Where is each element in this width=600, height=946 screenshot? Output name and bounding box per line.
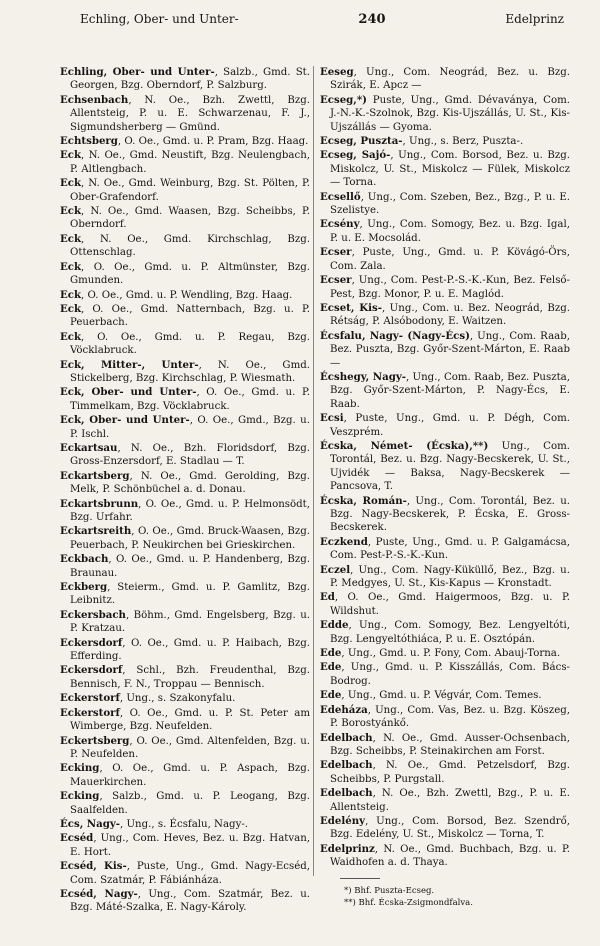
entry-text: , Ung., Com. Borsod, Bez. Szendrő, Bzg. Edelény, U. St., Miskolcz — Torna, T.	[330, 815, 570, 841]
entry-text: , N. Oe., Bzh. Zwettl, Bzg. Allentsteig, P. u. E. Schwarzenau, F. J., Sigmundsherberg — Gmünd.	[70, 94, 310, 133]
entry-text: , O. Oe., Gmd., Bzg. u. P. Ischl.	[70, 415, 310, 440]
entry-text: , N. Oe., Gmd. Weinburg, Bzg. St. Pölten, P. Ober-Grafendorf.	[70, 178, 310, 203]
entry-text: , N. Oe., Gmd. Buchbach, Bzg. u. P. Waidhofen a. d. Thaya.	[330, 843, 570, 869]
entry-text: , Ung., Com. Somogy, Bez. u. Bzg. Igal, P. u. E. Mocsolád.	[330, 219, 570, 244]
footnotes	[320, 878, 570, 909]
gazetteer-entry	[320, 564, 570, 591]
entry-headword: Eck	[60, 177, 82, 190]
entry-text: , N. Oe., Gmd. Stickelberg, Bzg. Kirchschlag, P. Wiesmath.	[70, 359, 310, 384]
entry-text: , Ung., s. Écsfalu, Nagy-.	[119, 818, 249, 830]
gazetteer-entry	[320, 661, 570, 688]
gazetteer-entry	[60, 233, 310, 260]
gazetteer-entry	[60, 94, 310, 134]
entry-text: , Böhm., Gmd. Engelsberg, Bzg. u. P. Kratzau.	[70, 609, 310, 635]
entry-headword: Eeseg	[320, 66, 354, 78]
gazetteer-entry	[320, 495, 570, 535]
entry-text: , O. Oe., Gmd. u. P. Wendling, Bzg. Haag.	[81, 289, 293, 301]
entry-text: , Schl., Bzh. Freudenthal, Bzg. Bennisch, F. N., Troppau — Bennisch.	[70, 665, 310, 690]
entry-headword: Eck	[60, 330, 82, 343]
entry-text: , N. Oe., Gmd. Ausser-Ochsenbach, Bzg. Scheibbs, P. Steinakirchen am Forst.	[330, 732, 570, 757]
entry-text: , Ung., Com. Heves, Bez. u. Bzg. Hatvan, E. Hort.	[70, 833, 310, 858]
gazetteer-entry	[60, 637, 310, 664]
entry-text: Puste, Ung., Gmd. Dévaványa, Com. J.-N.-K.-Szolnok, Bzg. Kis-Ujszállás, U. St., Kis-Ujszállás — Gyoma.	[330, 94, 570, 133]
gazetteer-entry	[320, 218, 570, 245]
gazetteer-entry	[60, 553, 310, 580]
entry-headword: Ecseg, Sajó-	[320, 149, 391, 162]
entry-headword: Eckartsberg	[60, 469, 130, 482]
entry-text: , N. Oe., Bzh. Zwettl, Bzg., P. u. E. Allentsteig.	[330, 788, 570, 813]
entry-headword: Edelény	[320, 814, 366, 827]
entry-text: , O. Oe., Gmd. Altenfelden, Bzg. u. P. Neufelden.	[70, 735, 310, 760]
entry-text: , Ung., Com. Neográd, Bez. u. Bzg. Szirák, E. Apcz —	[330, 67, 570, 92]
entry-headword: Eckbach	[60, 553, 109, 566]
entry-headword: Ecséd, Nagy-	[60, 887, 138, 900]
entry-headword: Echling, Ober- und Unter-	[60, 66, 215, 78]
entry-text: , Ung., Com. Vas, Bez. u. Bzg. Köszeg, P. Borostyánkő.	[330, 704, 570, 730]
entry-headword: Edelbach	[320, 731, 373, 744]
entry-text: , Ung., Com. Raab, Bez. Puszta, Bzg. Győr-Szent-Márton, P. Nagy-Écs, E. Raab.	[330, 371, 570, 410]
entry-text: , Ung., Com. Somogy, Bez. Lengyeltóti, Bzg. Lengyeltóthiáca, P. u. E. Osztópán.	[330, 620, 570, 645]
header-right: Edelprinz	[505, 12, 564, 26]
gazetteer-entry	[60, 66, 310, 93]
entry-text: , Ung., s. Szakonyfalu.	[119, 693, 236, 705]
gazetteer-entry	[320, 619, 570, 646]
gazetteer-entry	[320, 704, 570, 731]
entry-text: , O. Oe., Gmd. Natternbach, Bzg. u. P. Peuerbach.	[70, 303, 310, 329]
gazetteer-entry	[60, 581, 310, 608]
gazetteer-entry	[320, 274, 570, 301]
gazetteer-entry	[60, 735, 310, 762]
entry-headword: Eckersdorf	[60, 664, 123, 677]
entry-text: , O. Oe., Gmd. u. P. Haibach, Bzg. Efferding.	[70, 637, 310, 663]
entry-text: , Salzb., Gmd. u. P. Leogang, Bzg. Saalfelden.	[70, 791, 310, 816]
entry-text: , Ung., Com. Nagy-Küküllő, Bez., Bzg. u. P. Medgyes, U. St., Kis-Kapus — Kronstadt.	[330, 564, 570, 590]
gazetteer-entry	[60, 289, 310, 302]
gazetteer-entry	[60, 790, 310, 817]
entry-headword: Eck	[60, 302, 82, 315]
entry-text: , N. Oe., Gmd. Neustift, Bzg. Neulengbach, P. Altlengbach.	[70, 150, 310, 175]
entry-headword: Eczkend	[320, 535, 368, 548]
gazetteer-entry	[60, 303, 310, 330]
entry-headword: Eckberg	[60, 581, 108, 594]
entry-headword: Eckersbach	[60, 608, 126, 621]
entry-headword: Eckertsberg	[60, 734, 130, 747]
entry-headword: Eczel	[320, 563, 351, 576]
gazetteer-entry	[60, 707, 310, 734]
entry-text: , Ung., Gmd. u. P. Kisszállás, Com. Bács-Bodrog.	[330, 662, 570, 687]
gazetteer-entry	[60, 832, 310, 859]
entry-text: , Ung., Gmd. u. P. Fony, Com. Abauj-Torna.	[341, 648, 561, 660]
entry-headword: Ecking	[60, 790, 100, 803]
gazetteer-entry	[320, 330, 570, 370]
entry-headword: Ecset, Kis-	[320, 301, 382, 314]
footnote: *) Bhf. Puszta-Ecseg.	[344, 886, 435, 896]
gazetteer-entry	[60, 414, 310, 441]
gazetteer-entry	[320, 412, 570, 439]
entry-headword: Ecséd, Kis-	[60, 860, 127, 873]
entry-headword: Edelprinz	[320, 842, 375, 855]
entry-text: , N. Oe., Gmd. Kirchschlag, Bzg. Ottenschlag.	[70, 233, 310, 259]
entry-text: , Steierm., Gmd. u. P. Gamlitz, Bzg. Leibnitz.	[70, 582, 310, 607]
entry-headword: Ecking	[60, 762, 100, 775]
entry-headword: Eckartsbrunn	[60, 497, 139, 510]
gazetteer-entry	[320, 536, 570, 563]
entry-text: , Ung., Com. Pest-P.-S.-K.-Kun, Bez. Felső-Pest, Bzg. Monor, P. u. E. Maglód.	[330, 275, 570, 300]
gazetteer-entry	[60, 331, 310, 358]
entry-headword: Ede	[320, 661, 342, 674]
entry-headword: Eckersdorf	[60, 636, 123, 649]
entry-headword: Echtsberg	[60, 135, 118, 148]
gazetteer-entry	[320, 759, 570, 786]
gazetteer-entry	[60, 177, 310, 204]
entry-headword: Ede	[320, 647, 342, 660]
entry-headword: Eck	[60, 288, 82, 301]
entry-text: , Puste, Ung., Gmd. u. P. Kövágó-Örs, Com. Zala.	[330, 247, 570, 272]
entry-headword: Eck, Mitter-, Unter-	[60, 358, 199, 371]
entry-headword: Écs, Nagy-	[60, 817, 120, 830]
gazetteer-entry	[60, 609, 310, 636]
gazetteer-entry	[60, 470, 310, 497]
gazetteer-entry	[60, 261, 310, 288]
gazetteer-entry	[320, 440, 570, 494]
entry-headword: Eck, Ober- und Unter-	[60, 386, 197, 399]
entry-headword: Edde	[320, 619, 349, 632]
gazetteer-entry	[60, 135, 310, 148]
footnote: **) Bhf. Écska-Zsigmondfalva.	[344, 898, 473, 908]
running-header	[80, 8, 564, 30]
left-column	[60, 66, 310, 916]
gazetteer-entry	[320, 732, 570, 759]
entry-text: Ung., Com. Torontál, Bez. u. Bzg. Nagy-Becskerek, U. St., Ujvidék — Baksa, Nagy-Becskerek — Pancsova, T.	[330, 440, 570, 493]
entry-headword: Écsfalu, Nagy- (Nagy-Écs)	[320, 329, 470, 342]
entry-text: , N. Oe., Gmd. Waasen, Bzg. Scheibbs, P. Oberndorf.	[70, 206, 310, 231]
gazetteer-entry	[60, 664, 310, 691]
entry-headword: Eckartsreith	[60, 525, 132, 538]
gazetteer-entry	[320, 135, 570, 148]
entry-headword: Ecsény	[320, 218, 360, 231]
gazetteer-entry	[320, 191, 570, 218]
gazetteer-entry	[320, 843, 570, 870]
gazetteer-entry	[60, 149, 310, 176]
entry-text: , Puste, Ung., Gmd. Nagy-Ecséd, Com. Szatmár, P. Fábiánháza.	[70, 861, 310, 886]
entry-headword: Eckerstorf	[60, 692, 120, 705]
entry-text: , O. Oe., Gmd. u. P. St. Peter am Wimberge, Bzg. Neufelden.	[70, 707, 310, 733]
right-column	[320, 66, 570, 871]
gazetteer-entry	[60, 386, 310, 413]
entry-headword: Eck	[60, 149, 82, 162]
entry-text: , N. Oe., Bzh. Floridsdorf, Bzg. Gross-Enzersdorf, E. Stadlau — T.	[70, 442, 310, 468]
entry-headword: Edelbach	[320, 759, 373, 772]
gazetteer-entry	[60, 442, 310, 469]
entry-text: , Ung., Com. u. Bez. Neográd, Bzg. Rétság, P. Alsóbodony, E. Waitzen.	[330, 302, 570, 328]
gazetteer-entry	[60, 692, 310, 705]
entry-text: , Ung., Com. Szeben, Bez., Bzg., P. u. E. Szelistye.	[330, 191, 570, 217]
entry-headword: Edeháza	[320, 703, 368, 716]
entry-headword: Eckartsau	[60, 441, 118, 454]
gazetteer-entry	[60, 359, 310, 386]
entry-text: , O. Oe., Gmd. u. P. Pram, Bzg. Haag.	[117, 136, 309, 148]
entry-headword: Ede	[320, 689, 342, 702]
gazetteer-entry	[60, 818, 310, 831]
entry-headword: Edelbach	[320, 787, 373, 800]
gazetteer-entry	[60, 762, 310, 789]
entry-text: , Salzb., Gmd. St. Georgen, Bzg. Oberndorf, P. Salzburg.	[70, 67, 311, 92]
gazetteer-entry	[60, 888, 310, 915]
gazetteer-entry	[60, 525, 310, 552]
gazetteer-entry	[320, 787, 570, 814]
gazetteer-entry	[320, 66, 570, 93]
gazetteer-entry	[320, 371, 570, 411]
entry-text: , O. Oe., Gmd. u. P. Aspach, Bzg. Mauerkirchen.	[70, 763, 310, 788]
entry-headword: Ecséd	[60, 832, 94, 845]
entry-text: , Ung., s. Berz, Puszta-.	[402, 136, 524, 148]
entry-text: , Puste, Ung., Gmd. u. P. Dégh, Com. Veszprém.	[330, 413, 570, 438]
gazetteer-entry	[320, 647, 570, 660]
entry-text: , O. Oe., Gmd. Bruck-Waasen, Bzg. Peuerbach, P. Neukirchen bei Grieskirchen.	[70, 526, 310, 551]
entry-text: , O. Oe., Gmd. Haigermoos, Bzg. u. P. Wildshut.	[330, 592, 570, 617]
column-divider	[313, 66, 314, 876]
entry-text: , N. Oe., Gmd. Gerolding, Bzg. Melk, P. Schönbüchel a. d. Donau.	[70, 470, 310, 496]
footnote-rule	[340, 878, 380, 879]
entry-headword: Ecser	[320, 274, 352, 287]
entry-text: , O. Oe., Gmd. u. P. Timmelkam, Bzg. Vöcklabruck.	[70, 387, 310, 412]
entry-headword: Echsenbach	[60, 93, 129, 106]
entry-headword: Eck, Ober- und Unter-	[60, 414, 190, 427]
gazetteer-entry	[60, 205, 310, 232]
entry-headword: Écshegy, Nagy-	[320, 370, 406, 383]
entry-text: , Puste, Ung., Gmd. u. P. Galgamácsa, Com. Pest-P.-S.-K.-Kun.	[330, 536, 570, 562]
entry-text: , Ung., Com. Raab, Bez. Puszta, Bzg. Győr-Szent-Márton, E. Raab —	[330, 330, 570, 369]
gazetteer-entry	[320, 591, 570, 618]
entry-text: , O. Oe., Gmd. u. P. Regau, Bzg. Vöcklabruck.	[70, 331, 310, 357]
entry-text: , O. Oe., Gmd. u. P. Helmonsödt, Bzg. Urfahr.	[70, 498, 310, 523]
gazetteer-entry	[320, 302, 570, 329]
entry-headword: Ecseg, Puszta-	[320, 135, 403, 148]
entry-headword: Eck	[60, 260, 82, 273]
entry-headword: Eck	[60, 232, 82, 245]
entry-headword: Ecsellő	[320, 190, 361, 203]
gazetteer-entry	[60, 860, 310, 887]
entry-headword: Ecsi	[320, 412, 344, 425]
entry-headword: Ecser	[320, 246, 352, 259]
entry-headword: Eck	[60, 205, 82, 218]
entry-headword: Ecseg,*)	[320, 93, 368, 106]
gazetteer-entry	[60, 498, 310, 525]
entry-text: , O. Oe., Gmd. u. P. Altmünster, Bzg. Gmunden.	[70, 261, 310, 287]
page-number: 240	[358, 11, 386, 27]
gazetteer-entry	[320, 815, 570, 842]
entry-text: , Ung., Gmd. u. P. Végvár, Com. Temes.	[341, 690, 542, 702]
entry-headword: Eckerstorf	[60, 706, 120, 719]
gazetteer-entry	[320, 246, 570, 273]
gazetteer-entry	[320, 149, 570, 189]
entry-headword: Écska, Román-	[320, 494, 407, 507]
entry-text: , N. Oe., Gmd. Petzelsdorf, Bzg. Scheibbs, P. Purgstall.	[330, 760, 570, 785]
entry-text: , O. Oe., Gmd. u. P. Handenberg, Bzg. Braunau.	[70, 554, 310, 579]
entry-text: , Ung., Com. Borsod, Bez. u. Bzg. Miskolcz, U. St., Miskolcz — Fülek, Miskolcz — Torna.	[330, 150, 570, 189]
header-left: Echling, Ober- und Unter-	[80, 12, 239, 26]
entry-headword: Écska, Német- (Écska),**)	[320, 439, 489, 452]
entry-headword: Ed	[320, 591, 335, 604]
entry-text: , Ung., Com. Szatmár, Bez. u. Bzg. Máté-Szalka, E. Nagy-Károly.	[70, 888, 310, 914]
gazetteer-entry	[320, 689, 570, 702]
entry-text: , Ung., Com. Torontál, Bez. u. Bzg. Nagy-Becskerek, P. Écska, E. Gross-Becskerek.	[330, 495, 571, 534]
gazetteer-entry	[320, 94, 570, 134]
